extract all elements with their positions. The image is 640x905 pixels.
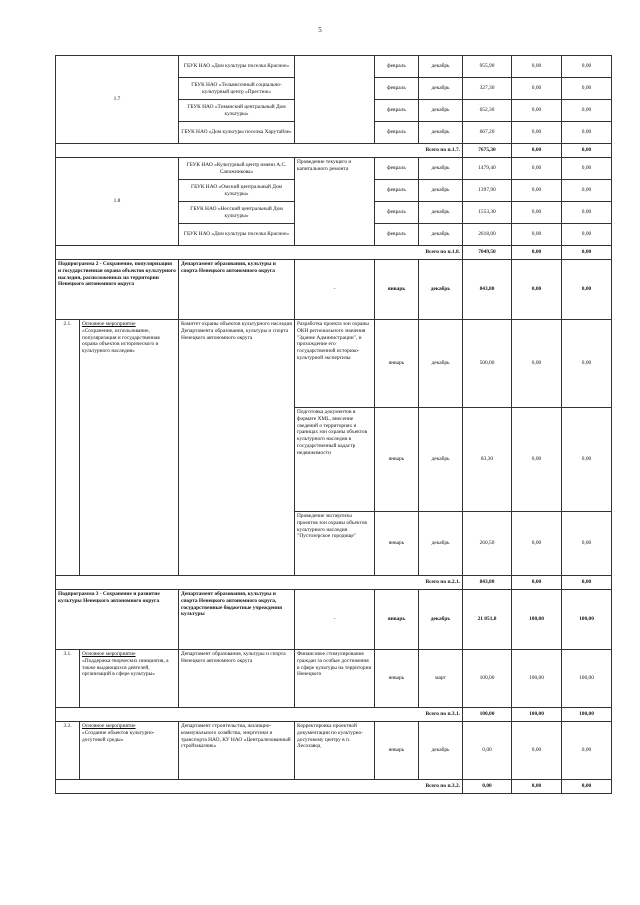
amount-cell: 0,00 xyxy=(562,260,612,320)
amount-cell: 843,80 xyxy=(463,260,512,320)
organization-cell: ГБУК НАО «Тиманский центральный Дом культуры» xyxy=(179,100,295,122)
goal-cell: Разработка проекта зон охраны ОКН регионального значения "Здание Администрации", и прохождение его государственной историко-культурной экспертизы xyxy=(295,320,375,408)
activity-cell xyxy=(80,650,179,708)
program-activities-table xyxy=(55,55,612,794)
start-month-cell: январь xyxy=(375,722,419,780)
amount-cell: 21 851,8 xyxy=(463,590,512,650)
amount-cell: 260,50 xyxy=(463,512,512,576)
end-month-cell: декабрь xyxy=(419,100,463,122)
item-number-cell: 1.7 xyxy=(56,56,179,144)
total-label-cell: Всего по п.1.8. xyxy=(56,246,463,260)
activity-row xyxy=(56,320,612,408)
amount-cell: 0,00 xyxy=(562,78,612,100)
amount-cell: 0,00 xyxy=(562,202,612,224)
start-month-cell: февраль xyxy=(375,158,419,180)
end-month-cell: декабрь xyxy=(419,260,463,320)
amount-cell: 0,00 xyxy=(512,78,562,100)
end-month-cell: декабрь xyxy=(419,180,463,202)
goal-cell: Проведение экспертизы проектов зон охраны объектов культурного наследия "Пустозерское городище" xyxy=(295,512,375,576)
total-amount-cell: 0,00 xyxy=(512,780,562,794)
goal-cell: Корректировка проектной документации по культурно-досуговому центру в п. Лесозавод xyxy=(295,722,375,780)
item-number-cell: 1.8 xyxy=(56,158,179,246)
item-number-cell: 2.1. xyxy=(56,320,80,576)
start-month-cell: январь xyxy=(375,650,419,708)
end-month-cell: март xyxy=(419,650,463,708)
amount-cell: 0,00 xyxy=(562,320,612,408)
start-month-cell: январь xyxy=(375,590,419,650)
amount-cell: 955,90 xyxy=(463,56,512,78)
organization-cell: Департамент образования, культуры и спорта Ненецкого автономного округа xyxy=(179,650,295,708)
total-amount-cell: 7049,50 xyxy=(463,246,512,260)
total-row xyxy=(56,246,612,260)
end-month-cell: декабрь xyxy=(419,224,463,246)
subprogram-org-cell: Департамент образования, культуры и спорта Ненецкого автономного округа, государственные бюджетные учреждения культуры xyxy=(179,590,295,650)
end-month-cell: декабрь xyxy=(419,722,463,780)
end-month-cell: декабрь xyxy=(419,408,463,512)
amount-cell: 0,00 xyxy=(562,56,612,78)
total-row xyxy=(56,780,612,794)
total-amount-cell: 0,00 xyxy=(562,246,612,260)
activity-text: «Поддержка творческих инициатив, а также выдающихся деятелей, организаций в сфере культуры» xyxy=(82,657,169,678)
amount-cell: 0,00 xyxy=(512,100,562,122)
item-number-cell: 3.2. xyxy=(56,722,80,780)
amount-cell: 100,00 xyxy=(512,650,562,708)
activity-label: Основное мероприятие xyxy=(82,321,136,327)
total-amount-cell: 7675,30 xyxy=(463,144,512,158)
amount-cell: 83,30 xyxy=(463,408,512,512)
end-month-cell: декабрь xyxy=(419,122,463,144)
total-amount-cell: 0,00 xyxy=(463,780,512,794)
goal-cell: Финансовое стимулирование граждан за особые достижения в сфере культуры на территории Ненецкого xyxy=(295,650,375,708)
amount-cell: 0,00 xyxy=(512,320,562,408)
table-row xyxy=(56,158,612,180)
end-month-cell: декабрь xyxy=(419,512,463,576)
amount-cell: 0,00 xyxy=(512,180,562,202)
total-amount-cell: 100,00 xyxy=(463,708,512,722)
organization-cell: ГБУК НАО «Тельвисочный социально-культурный центр «Престиж» xyxy=(179,78,295,100)
total-label-cell: Всего по п.2.1. xyxy=(56,576,463,590)
total-amount-cell: 100,00 xyxy=(512,708,562,722)
organization-cell: ГБУК НАО «Дом культуры поселка Красное» xyxy=(179,56,295,78)
organization-cell: Комитет охраны объектов культурного наследия Департамента образования, культуры и спорта Ненецкого автономного округа xyxy=(179,320,295,576)
table-body xyxy=(56,56,612,794)
end-month-cell: декабрь xyxy=(419,320,463,408)
amount-cell: 327,30 xyxy=(463,78,512,100)
subprogram-row xyxy=(56,590,612,650)
start-month-cell: февраль xyxy=(375,100,419,122)
end-month-cell: декабрь xyxy=(419,590,463,650)
organization-cell: Департамент строительства, жилищно-коммунального хозяйства, энергетики и транспорта НАО, КУ НАО «Централизованный стройзаказчик» xyxy=(179,722,295,780)
amount-cell: 0,00 xyxy=(562,408,612,512)
organization-cell: ГБУК НАО «Дом культуры поселка Харутайле» xyxy=(179,122,295,144)
amount-cell: 0,00 xyxy=(512,408,562,512)
table-row xyxy=(56,56,612,78)
organization-cell: ГБУК НАО «Культурный центр имени А.С. Сапожникова» xyxy=(179,158,295,180)
start-month-cell: январь xyxy=(375,260,419,320)
activity-text: «Создание объектов культурно-досуговой среды» xyxy=(82,729,155,743)
amount-cell: 100,00 xyxy=(562,650,612,708)
total-amount-cell: 843,80 xyxy=(463,576,512,590)
total-row xyxy=(56,144,612,158)
activity-label: Основное мероприятие xyxy=(82,723,136,729)
amount-cell: 0,00 xyxy=(512,722,562,780)
start-month-cell: февраль xyxy=(375,224,419,246)
amount-cell: 0,00 xyxy=(512,56,562,78)
total-amount-cell: 0,00 xyxy=(512,246,562,260)
total-amount-cell: 0,00 xyxy=(562,780,612,794)
amount-cell: 0,00 xyxy=(512,224,562,246)
start-month-cell: февраль xyxy=(375,56,419,78)
total-amount-cell: 100,00 xyxy=(562,708,612,722)
page-number: 5 xyxy=(318,26,322,34)
start-month-cell: февраль xyxy=(375,180,419,202)
amount-cell: 0,00 xyxy=(562,722,612,780)
subprogram-title-cell: Подпрограмма 3 - Сохранение и развитие культуры Ненецкого автономного округа xyxy=(56,590,179,650)
goal-cell: - xyxy=(295,590,375,650)
activity-text: «Сохранение, использование, популяризация и государственная охрана объектов исторического и культурного наследия» xyxy=(82,327,160,354)
amount-cell: 667,20 xyxy=(463,122,512,144)
activity-cell xyxy=(80,722,179,780)
subprogram-org-cell: Департамент образования, культуры и спорта Ненецкого автономного округа xyxy=(179,260,295,320)
start-month-cell: январь xyxy=(375,320,419,408)
amount-cell: 0,00 xyxy=(562,224,612,246)
activity-cell xyxy=(80,320,179,576)
total-amount-cell: 0,00 xyxy=(512,576,562,590)
amount-cell: 0,00 xyxy=(562,180,612,202)
end-month-cell: декабрь xyxy=(419,158,463,180)
total-label-cell: Всего по п.1.7. xyxy=(56,144,463,158)
amount-cell: 100,00 xyxy=(463,650,512,708)
amount-cell: 0,00 xyxy=(512,260,562,320)
amount-cell: 0,00 xyxy=(512,122,562,144)
end-month-cell: декабрь xyxy=(419,56,463,78)
organization-cell: ГБУК НАО «Несский центральный Дом культуры» xyxy=(179,202,295,224)
amount-cell: 0,00 xyxy=(512,202,562,224)
start-month-cell: январь xyxy=(375,408,419,512)
goal-cell: - xyxy=(295,260,375,320)
amount-cell: 0,00 xyxy=(512,158,562,180)
amount-cell: 0,00 xyxy=(562,158,612,180)
amount-cell: 500,00 xyxy=(463,320,512,408)
amount-cell: 100,00 xyxy=(562,590,612,650)
goal-cell: Подготовка документов в формате XML, внесение сведений о территориях и границах зон охраны объектов культурного наследия в государственный кадастр недвижимости xyxy=(295,408,375,512)
organization-cell: ГБУК НАО «Омский центральный Дом культуры» xyxy=(179,180,295,202)
amount-cell: 0,00 xyxy=(562,100,612,122)
goal-cell xyxy=(295,56,375,144)
amount-cell: 0,00 xyxy=(463,722,512,780)
activity-row xyxy=(56,722,612,780)
total-amount-cell: 0,00 xyxy=(562,144,612,158)
total-label-cell: Всего по п.3.1. xyxy=(56,708,463,722)
total-label-cell: Всего по п.3.2. xyxy=(56,780,463,794)
amount-cell: 1553,30 xyxy=(463,202,512,224)
amount-cell: 1397,90 xyxy=(463,180,512,202)
activity-row xyxy=(56,650,612,708)
amount-cell: 652,30 xyxy=(463,100,512,122)
amount-cell: 0,00 xyxy=(562,512,612,576)
amount-cell: 100,00 xyxy=(512,590,562,650)
total-amount-cell: 0,00 xyxy=(512,144,562,158)
start-month-cell: февраль xyxy=(375,78,419,100)
subprogram-row xyxy=(56,260,612,320)
end-month-cell: декабрь xyxy=(419,78,463,100)
start-month-cell: февраль xyxy=(375,202,419,224)
amount-cell: 0,00 xyxy=(562,122,612,144)
total-amount-cell: 0,00 xyxy=(562,576,612,590)
start-month-cell: февраль xyxy=(375,122,419,144)
subprogram-title-cell: Подпрограмма 2 - Сохранение, популяризация и государственная охрана объектов культурного наследия, расположенных на территории Ненецкого автономного округа xyxy=(56,260,179,320)
end-month-cell: декабрь xyxy=(419,202,463,224)
amount-cell: 1479,40 xyxy=(463,158,512,180)
total-row xyxy=(56,708,612,722)
total-row xyxy=(56,576,612,590)
activity-label: Основное мероприятие xyxy=(82,651,136,657)
start-month-cell: январь xyxy=(375,512,419,576)
goal-cell: Проведение текущего и капитального ремонта xyxy=(295,158,375,246)
item-number-cell: 3.1. xyxy=(56,650,80,708)
organization-cell: ГБУК НАО «Дом культуры поселка Красное» xyxy=(179,224,295,246)
amount-cell: 2618,00 xyxy=(463,224,512,246)
amount-cell: 0,00 xyxy=(512,512,562,576)
